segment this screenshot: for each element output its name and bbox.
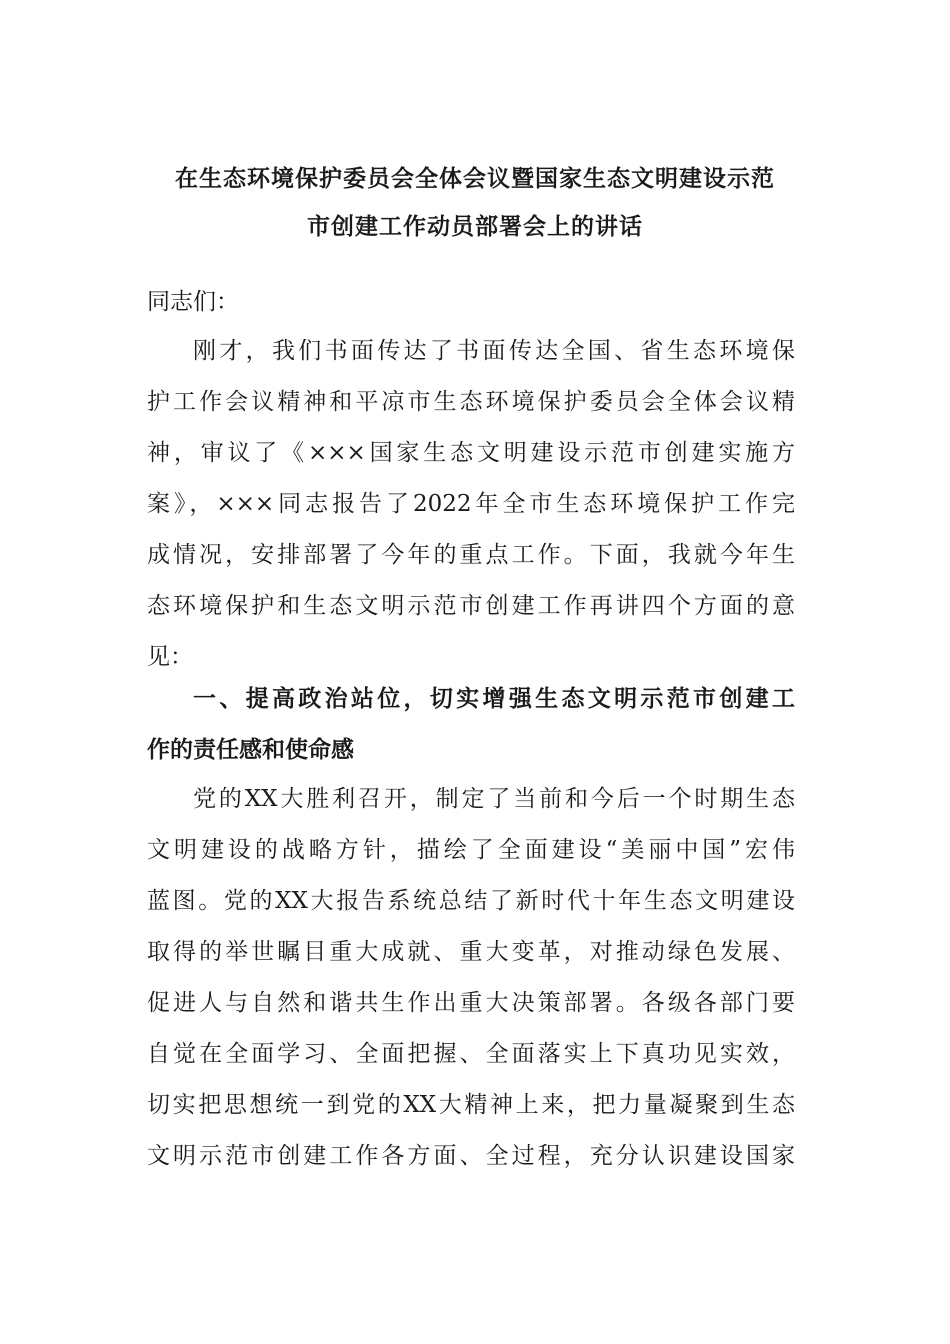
section-1-line-2: 文明建设的战略方针，描绘了全面建设“美丽中国”宏伟 (147, 837, 795, 863)
section-1-heading (147, 674, 795, 776)
section-1-heading-line-2: 作的责任感和使命感 (147, 737, 354, 763)
intro-line-3: 神，审议了《×××国家生态文明建设示范市创建实施方 (147, 440, 795, 466)
title-line-1: 在生态环境保护委员会全体会议暨国家生态文明建设示范 (175, 166, 775, 192)
intro-line-2: 护工作会议精神和平凉市生态环境保护委员会全体会议精 (147, 389, 795, 415)
section-1-line-3: 蓝图。党的XX大报告系统总结了新时代十年生态文明建设 (147, 888, 795, 914)
intro-paragraph (147, 326, 795, 683)
section-1-body (147, 774, 795, 1182)
section-1-line-1: 党的XX大胜利召开，制定了当前和今后一个时期生态 (193, 786, 795, 812)
salutation: 同志们： (147, 289, 239, 315)
intro-line-4: 案》，×××同志报告了2022年全市生态环境保护工作完 (147, 491, 795, 517)
section-1-line-8: 文明示范市创建工作各方面、全过程，充分认识建设国家 (147, 1143, 795, 1169)
section-1-heading-line-1: 一、提高政治站位，切实增强生态文明示范市创建工 (193, 686, 795, 712)
section-1-line-5: 促进人与自然和谐共生作出重大决策部署。各级各部门要 (147, 990, 795, 1016)
intro-line-5: 成情况，安排部署了今年的重点工作。下面，我就今年生 (147, 542, 795, 568)
section-1-line-6: 自觉在全面学习、全面把握、全面落实上下真功见实效， (147, 1041, 795, 1067)
section-1-line-7: 切实把思想统一到党的XX大精神上来，把力量凝聚到生态 (147, 1092, 795, 1118)
intro-line-1: 刚才，我们书面传达了书面传达全国、省生态环境保 (193, 338, 795, 364)
intro-line-7: 见： (147, 644, 193, 670)
section-1-line-4: 取得的举世瞩目重大成就、重大变革，对推动绿色发展、 (147, 939, 795, 965)
title-line-2: 市创建工作动员部署会上的讲话 (307, 214, 643, 240)
intro-line-6: 态环境保护和生态文明示范市创建工作再讲四个方面的意 (147, 593, 795, 619)
document-title (120, 155, 830, 251)
